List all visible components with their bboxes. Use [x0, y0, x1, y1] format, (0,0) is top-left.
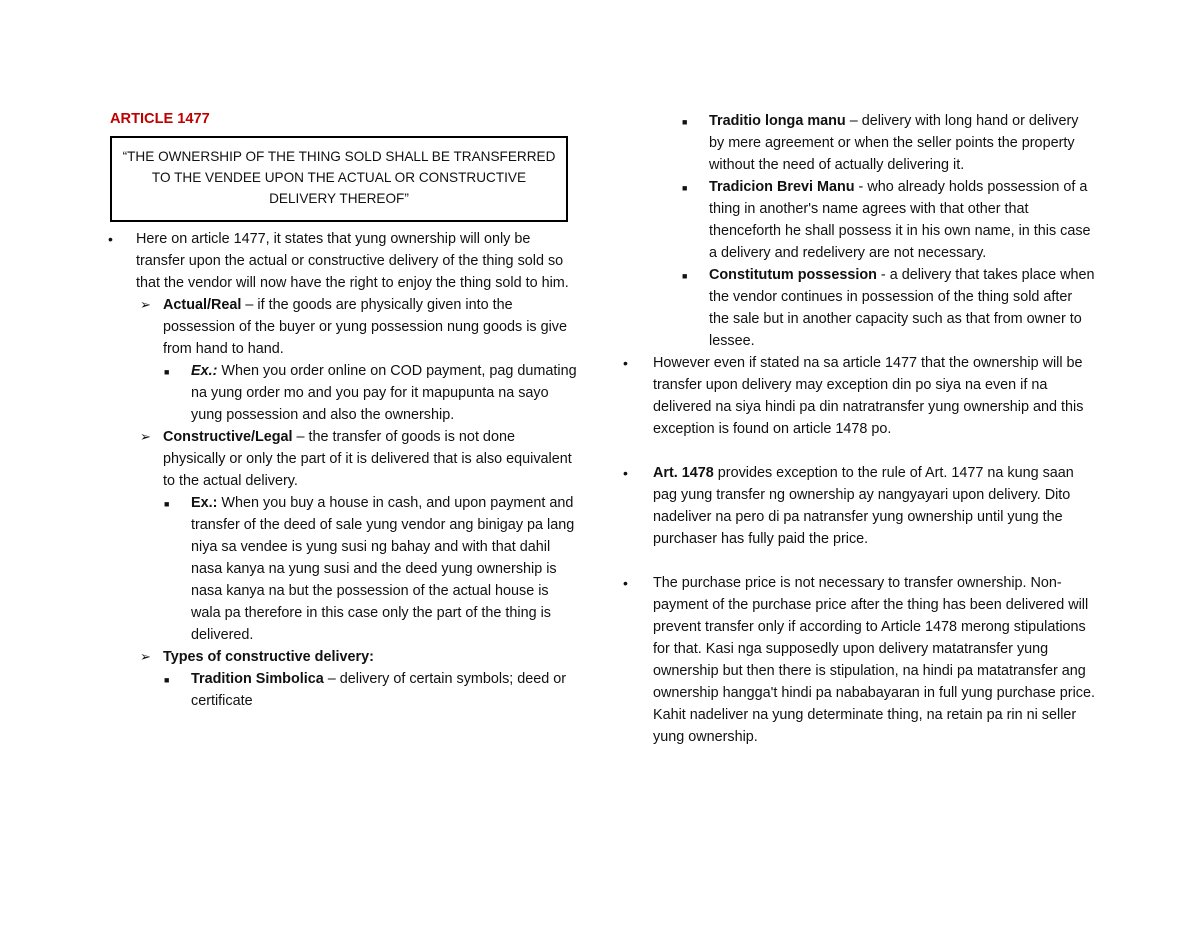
term-text: – delivery of certain symbols; deed or certificate: [191, 671, 567, 709]
term-label: Art. 1478: [653, 465, 714, 481]
term-text: - who already holds possession of a thing in another's name agrees with that other that thenceforth he shall possess it in his own name, in this case a delivery and redelivery are not necessary.: [709, 179, 1091, 261]
list-item: [108, 360, 578, 426]
term-text: When you order online on COD payment, pag dumating na yung order mo and you pay for it mapupunta na sayo yung possession and also the ownership.: [191, 363, 577, 423]
list-item: [620, 462, 1095, 550]
bullet-icon: •: [108, 231, 113, 247]
term-text: – the transfer of goods is not done physically or only the part of it is delivered that is also equivalent to the actual delivery.: [163, 429, 572, 489]
arrow-bullet-icon: ➢: [140, 649, 151, 664]
bullet-icon: •: [623, 465, 628, 481]
list-item: [108, 646, 578, 668]
square-bullet-icon: ■: [164, 367, 170, 377]
article-quote-box: [110, 136, 568, 222]
list-item: [620, 264, 1095, 352]
article-title: ARTICLE 1477: [110, 111, 210, 127]
term-text: When you buy a house in cash, and upon payment and transfer of the deed of sale yung vendor ang binigay pa lang niya sa vendee is yung susi ng bahay and with that dahil nasa kanya na yung susi and the deed yung ownership is nasa kanya na but the possession of the actual house is wala pa therefore in this case only the part of the thing is delivered.: [191, 495, 575, 643]
term-label: Constitutum possession: [709, 267, 877, 283]
list-item: [620, 110, 1095, 176]
term-label: Constructive/Legal: [163, 429, 293, 445]
list-item: [620, 176, 1095, 264]
list-item: [108, 426, 578, 492]
term-text: – delivery with long hand or delivery by mere agreement or when the seller points the property without the need of actually delivering it.: [709, 113, 1079, 173]
paragraph-text: The purchase price is not necessary to transfer ownership. Non-payment of the purchase price after the thing has been delivered will prevent transfer only if according to Article 1478 merong stipulations for that. Kasi nga supposedly upon delivery matatransfer yung ownership but then there is stipulation, na hindi pa matatransfer ang ownership hangga't hindi pa nababayaran in full yung purchase price. Kahit nadeliver na yung determinate thing, na retain pa rin ni seller yung ownership.: [653, 575, 1095, 745]
list-item: [620, 572, 1095, 748]
arrow-bullet-icon: ➢: [140, 429, 151, 444]
list-item: [108, 228, 578, 294]
square-bullet-icon: ■: [682, 271, 688, 281]
square-bullet-icon: ■: [164, 499, 170, 509]
left-column: [108, 108, 578, 712]
square-bullet-icon: ■: [164, 675, 170, 685]
term-label: Traditio longa manu: [709, 113, 846, 129]
article-quote: “THE OWNERSHIP OF THE THING SOLD SHALL BE TRANSFERRED TO THE VENDEE UPON THE ACTUAL OR CONSTRUCTIVE DELIVERY THEREOF”: [122, 149, 556, 206]
list-item: [108, 668, 578, 712]
term-label: Tradicion Brevi Manu: [709, 179, 855, 195]
term-label: Types of constructive delivery:: [163, 649, 374, 665]
right-column: [620, 110, 1095, 748]
term-label: Ex.:: [191, 495, 218, 511]
square-bullet-icon: ■: [682, 183, 688, 193]
paragraph-text: However even if stated na sa article 1477 that the ownership will be transfer upon delivery may exception din po siya na even if na delivered na siya hindi pa din natratransfer yung ownership and this exception is found on article 1478 po.: [653, 355, 1084, 437]
term-text: provides exception to the rule of Art. 1477 na kung saan pag yung transfer ng ownership ay nangyayari upon delivery. Dito nadeliver na pero di pa natransfer yung ownership until yung the purchaser has fully paid the price.: [653, 465, 1074, 547]
arrow-bullet-icon: ➢: [140, 297, 151, 312]
term-text: - a delivery that takes place when the vendor continues in possession of the thing sold after the sale but in another capacity such as that from owner to lessee.: [709, 267, 1095, 349]
square-bullet-icon: ■: [682, 117, 688, 127]
term-text: – if the goods are physically given into the possession of the buyer or yung possession nung goods is give from hand to hand.: [163, 297, 567, 357]
list-item: [620, 352, 1095, 440]
paragraph-text: Here on article 1477, it states that yung ownership will only be transfer upon the actual or constructive delivery of the thing sold so that the vendor will now have the right to enjoy the thing sold to him.: [136, 231, 569, 291]
bullet-icon: •: [623, 355, 628, 371]
term-label: Tradition Simbolica: [191, 671, 324, 687]
term-label: Actual/Real: [163, 297, 242, 313]
spacer: [620, 440, 1095, 462]
spacer: [620, 550, 1095, 572]
bullet-icon: •: [623, 575, 628, 591]
list-item: [108, 492, 578, 646]
term-label: Ex.:: [191, 363, 218, 379]
list-item: [108, 294, 578, 360]
